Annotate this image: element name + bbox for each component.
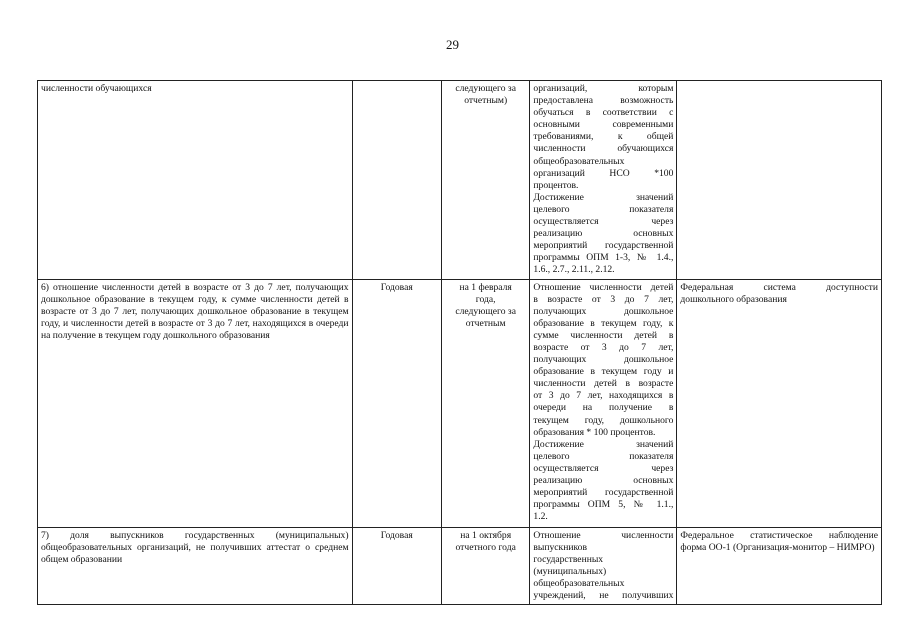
table-row: [38, 279, 882, 527]
periodicity-cell: Годовая: [352, 279, 441, 527]
indicator-cell: 7) доля выпускников государственных (муниципальных) общеобразовательных организаций, не получивших аттестат о среднем общем образовании: [38, 527, 353, 605]
method-cell: Отношение численности выпускников государственных (муниципальных) общеобразовательных учреждений, не получивших: [530, 527, 677, 605]
source-cell: Федеральное статистическое наблюдение форма ОО-1 (Организация-монитор – НИМРО): [677, 527, 882, 605]
indicator-table: [37, 80, 882, 605]
periodicity-cell: Годовая: [352, 527, 441, 605]
method-cell: организаций, которым предоставлена возможность обучаться в соответствии с основными современными требованиями, к общей численности обучающихся общеобразовательных организаций НСО *100 процентов. Достижение значений целевого показателя осуществляется через реализацию основных мероприятий государственной программы ОПМ 1-3, № 1.4., 1.6., 2.7., 2.11., 2.12.: [530, 81, 677, 280]
source-cell: [677, 81, 882, 280]
deadline-cell: на 1 октября отчетного года: [441, 527, 529, 605]
indicator-cell: 6) отношение численности детей в возрасте от 3 до 7 лет, получающих дошкольное образование в текущем году, к сумме численности детей в возрасте от 3 до 7 лет, получающих дошкольное образование в текущем году, и численности детей в возрасте от 3 до 7 лет, находящихся в очереди на получение в текущем году дошкольного образования: [38, 279, 353, 527]
indicator-cell: численности обучающихся: [38, 81, 353, 280]
deadline-cell: следующего за отчетным): [441, 81, 529, 280]
table-row: [38, 81, 882, 280]
page-number: 29: [446, 37, 459, 52]
table-row: [38, 527, 882, 605]
method-cell: Отношение численности детей в возрасте от 3 до 7 лет, получающих дошкольное образование в текущем году, к сумме численности детей в возрасте от 3 до 7 лет, получающих дошкольное образование в текущем году и численности детей в возрасте от 3 до 7 лет, находящихся в очереди на получение в текущем году, дошкольного образования * 100 процентов. Достижение значений целевого показателя осуществляется через реализацию основных мероприятий государственной программы ОПМ 5, № 1.1., 1.2.: [530, 279, 677, 527]
periodicity-cell: [352, 81, 441, 280]
deadline-cell: на 1 февраля года, следующего за отчетным: [441, 279, 529, 527]
source-cell: Федеральная система доступности дошкольного образования: [677, 279, 882, 527]
